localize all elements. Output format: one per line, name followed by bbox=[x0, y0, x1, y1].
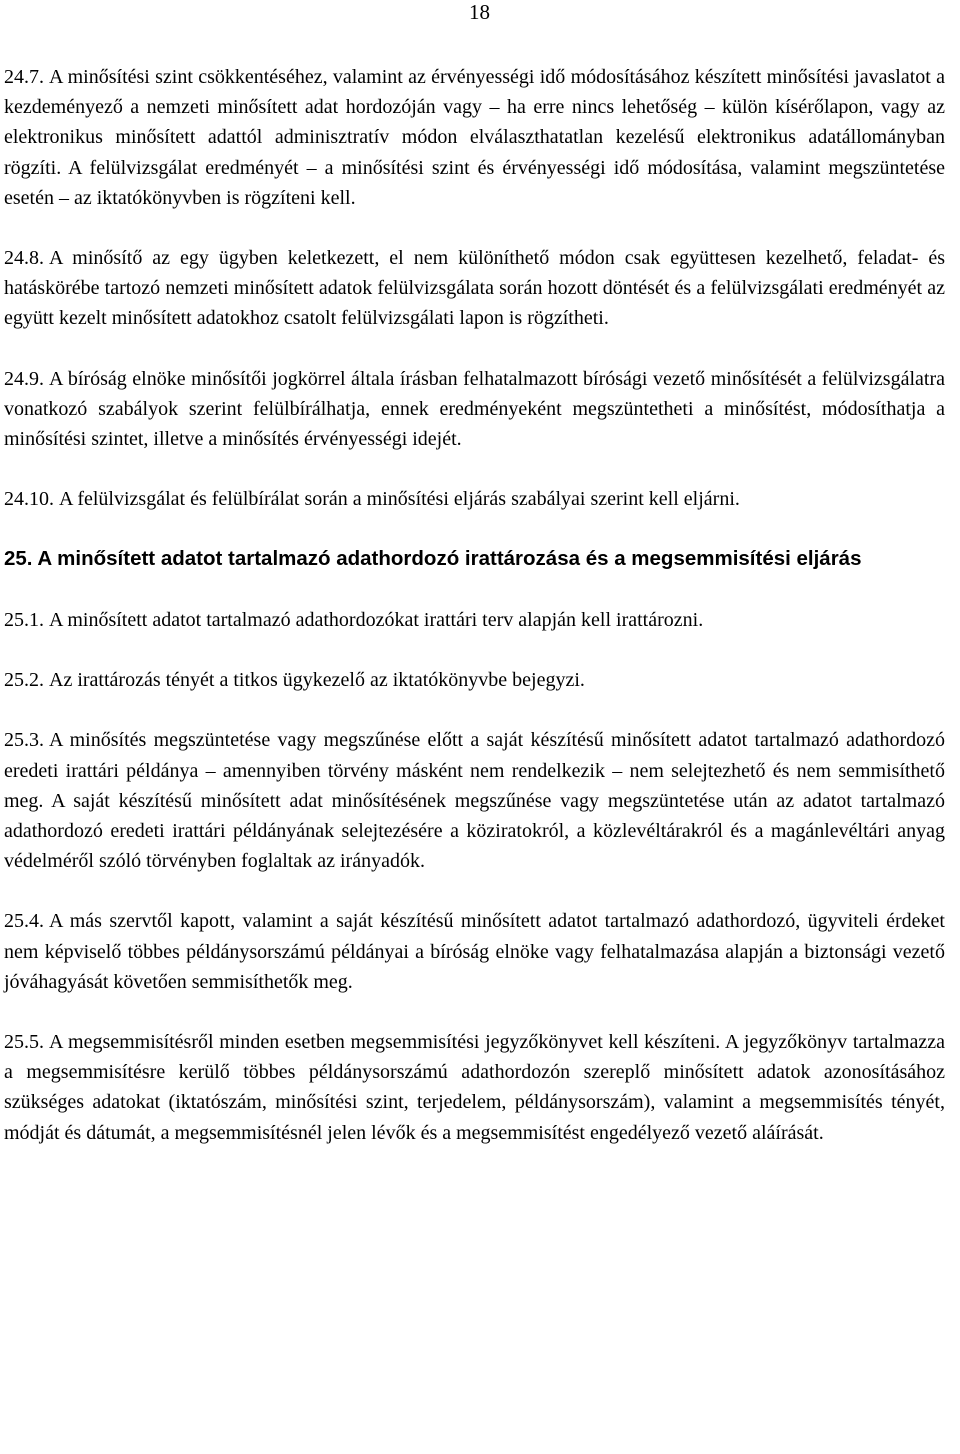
paragraph-number: 25.3. bbox=[4, 729, 44, 752]
paragraph-number: 24.10. bbox=[4, 488, 54, 511]
paragraph-text: A minősítési szint csökkentéséhez, valamint az érvényességi idő módosításához készített minősítési javaslatot a kezdeményező a nemzeti minősített adat hordozóján vagy – ha erre nincs lehetőség – külön kísérőlapon, vagy az elektronikus minősített adattól adminisztratív módon elválaszthatatlan kezelésű elektronikus adatállományban rögzíti. A felülvizsgálat eredményét – a minősítési szint és érvényességi idő módosítása, valamint megszüntetése esetén – az iktatókönyvben is rögzíteni kell. bbox=[4, 66, 945, 209]
paragraph-text: A más szervtől kapott, valamint a saját készítésű minősített adatot tartalmazó adathordozó, ügyviteli érdeket nem képviselő többes példánysorszámú példányai a bíróság elnöke vagy felhatalmazása alapján a biztonsági vezető jóváhagyását követően semmisíthetők meg. bbox=[4, 910, 945, 993]
paragraph-text: Az irattározás tényét a titkos ügykezelő az iktatókönyvbe bejegyzi. bbox=[49, 669, 585, 692]
paragraph-text: A megsemmisítésről minden esetben megsemmisítési jegyzőkönyvet kell készíteni. A jegyzőkönyv tartalmazza a megsemmisítésre kerülő többes példánysorszámú adathordozón szereplő minősített adatok azonosításához szükséges adatokat (iktatószám, minősítési szint, terjedelem, példánysorszám), valamint a megsemmisítés tényét, módját és dátumát, a megsemmisítésnél jelen lévők és a megsemmisítést engedélyező vezető aláírását. bbox=[4, 1030, 945, 1144]
paragraph-text: A bíróság elnöke minősítői jogkörrel általa írásban felhatalmazott bírósági vezető minősítését a felülvizsgálatra vonatkozó szabályok szerint felülbírálhatja, ennek eredményeként megszüntetheti a minősítést, módosíthatja a minősítési szintet, illetve a minősítés érvényességi idejét. bbox=[4, 367, 945, 451]
paragraph-25-3 bbox=[4, 725, 945, 876]
paragraph-number: 24.9. bbox=[4, 367, 44, 390]
paragraph-25-4 bbox=[4, 906, 945, 997]
paragraph-number: 25.1. bbox=[4, 608, 44, 631]
paragraph-number: 24.7. bbox=[4, 66, 44, 88]
paragraph-text: A minősítés megszüntetése vagy megszűnése előtt a saját készítésű minősített adatot tartalmazó adathordozó eredeti irattári példánya – amennyiben törvény másként nem rendelkezik – nem selejtezhető és nem semmisíthető meg. A saját készítésű minősített adat minősítésének megszűnése vagy megszüntetése után az adatot tartalmazó adathordozó eredeti irattári példányának selejtezésére a köziratokról, a közlevéltárakról és a magánlevéltári anyag védelméről szóló törvényben foglaltak az irányadók. bbox=[4, 729, 945, 873]
paragraph-24-9 bbox=[4, 364, 945, 455]
paragraph-number: 25.2. bbox=[4, 669, 44, 692]
paragraph-number: 25.5. bbox=[4, 1030, 44, 1053]
paragraph-24-7 bbox=[4, 62, 945, 213]
paragraph-25-5 bbox=[4, 1027, 945, 1148]
paragraph-24-10 bbox=[4, 484, 945, 514]
paragraph-text: A minősített adatot tartalmazó adathordozókat irattári terv alapján kell irattározni. bbox=[49, 608, 704, 631]
document-body bbox=[4, 62, 945, 1178]
paragraph-25-2 bbox=[4, 665, 945, 695]
paragraph-text: A minősítő az egy ügyben keletkezett, el nem különíthető módon csak együttesen kezelhető, feladat- és hatáskörébe tartozó nemzeti minősített adatok felülvizsgálata során hozott döntését és a felülvizsgálati eredményét az együtt kezelt minősített adatokhoz csatolt felülvizsgálati lapon is rögzítheti. bbox=[4, 247, 945, 330]
paragraph-24-8 bbox=[4, 243, 945, 334]
paragraph-number: 24.8. bbox=[4, 247, 44, 270]
paragraph-number: 25.4. bbox=[4, 910, 44, 933]
section-heading-25: 25. A minősített adatot tartalmazó adathordozó irattározása és a megsemmisítési eljárás bbox=[4, 547, 862, 571]
paragraph-25-1 bbox=[4, 605, 945, 635]
paragraph-text: A felülvizsgálat és felülbírálat során a minősítési eljárás szabályai szerint kell eljárni. bbox=[59, 488, 740, 511]
page-number: 18 bbox=[469, 0, 490, 24]
